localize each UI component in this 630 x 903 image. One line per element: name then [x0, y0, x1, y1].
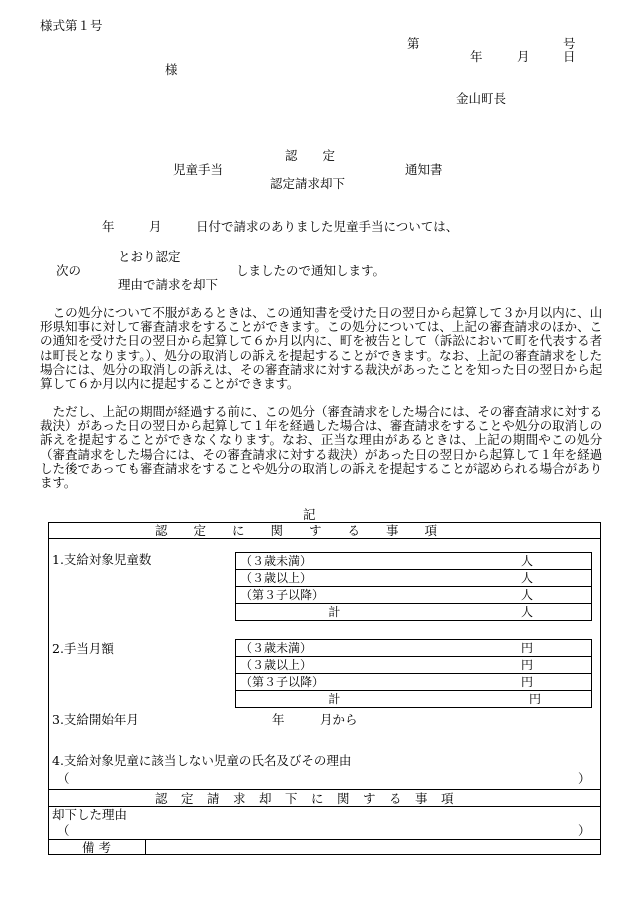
intro-option-kyakka: 理由で請求を却下	[118, 277, 219, 292]
intro-month: 月	[149, 219, 162, 234]
divider	[145, 839, 146, 855]
notice-paragraph-2: ただし、上記の期間が経過する前に、この処分（審査請求をした場合には、その審査請求に対する裁決）があった日の翌日から起算して１年を経過した場合は、審査請求をすることや処分の取消しの訴えを提起することができなくなります。なお、正当な理由があるときは、上記の期間やこの処分（審査請求をした場合には、その審査請求に対する裁決）があった日の翌日から起算して１年を経過した後であっても審査請求をすることや処分の取消しの訴えを提起することが認められる場合があります。	[40, 404, 602, 491]
table-row	[236, 674, 592, 691]
amount-third-label: （第３子以降）	[236, 674, 433, 691]
amount-total-unit: 円	[433, 691, 592, 708]
intro-tsugi: 次の	[56, 263, 82, 278]
amount-over3-unit: 円	[433, 657, 592, 674]
divider	[48, 839, 601, 840]
divider	[48, 538, 601, 539]
children-over3-unit: 人	[433, 570, 592, 587]
biko-label: 備考	[82, 840, 116, 855]
start-month-unit: 月から	[320, 712, 358, 727]
intro-year: 年	[102, 219, 115, 234]
item-monthly-amount-label: 2.手当月額	[52, 641, 114, 656]
intro-option-nintei: とおり認定	[118, 249, 181, 264]
divider	[48, 789, 601, 790]
item-start-month-label: 3.支給開始年月	[52, 712, 139, 727]
table-row	[236, 640, 592, 657]
title-left: 児童手当	[173, 162, 224, 177]
intro-tail: しましたので通知します。	[236, 263, 386, 278]
children-third-label: （第３子以降）	[236, 587, 433, 604]
kyakka-open-paren: （	[57, 823, 70, 838]
amount-total-label: 計	[236, 691, 433, 708]
title-nintei: 認 定	[285, 148, 336, 163]
children-under3-unit: 人	[433, 553, 592, 570]
issuer-name: 金山町長	[456, 91, 507, 106]
kyakka-close-paren: ）	[578, 823, 591, 838]
amount-under3-label: （３歳未満）	[236, 640, 433, 657]
document-number-suffix: 号	[563, 36, 576, 51]
ki-marker: 記	[303, 507, 316, 522]
section-kyakka-header: 認定請求却下に関する事項	[155, 791, 468, 806]
item-children-count-label: 1.支給対象児童数	[52, 552, 152, 567]
date-day: 日	[563, 49, 576, 64]
intro-text: 日付で請求のありました児童手当については、	[196, 219, 459, 234]
table-row	[236, 657, 592, 674]
date-month: 月	[517, 49, 530, 64]
table-row	[236, 604, 592, 621]
table-row	[236, 691, 592, 708]
addressee-honorific: 様	[165, 62, 178, 77]
amount-over3-label: （３歳以上）	[236, 657, 433, 674]
kyakka-reason-label: 却下した理由	[52, 807, 128, 822]
section-nintei-header: 認定に関する事項	[155, 523, 464, 538]
document-number-prefix: 第	[407, 36, 420, 51]
children-count-table	[235, 552, 592, 621]
children-third-unit: 人	[433, 587, 592, 604]
form-number: 様式第１号	[40, 18, 103, 33]
table-row	[236, 570, 592, 587]
notice-paragraph-1: この処分について不服があるときは、この通知書を受けた日の翌日から起算して３か月以内に、山形県知事に対して審査請求をすることができます。この処分については、上記の審査請求のほか、この通知を受けた日の翌日から起算して６か月以内に、町を被告として（訴訟において町を代表する者は町長となります。）、処分の取消しの訴えを提起することができます。なお、上記の審査請求をした場合には、処分の取消しの訴えは、その審査請求に対する裁決があったことを知った日の翌日から起算して６か月以内に提起することができます。	[40, 305, 602, 392]
ineligible-close-paren: ）	[578, 771, 591, 786]
children-total-label: 計	[236, 604, 433, 621]
item-ineligible-label: 4.支給対象児童に該当しない児童の氏名及びその理由	[52, 753, 352, 768]
children-total-unit: 人	[433, 604, 592, 621]
amount-third-unit: 円	[433, 674, 592, 691]
children-under3-label: （３歳未満）	[236, 553, 433, 570]
title-kyakka: 認定請求却下	[270, 176, 346, 191]
ineligible-open-paren: （	[57, 771, 70, 786]
children-over3-label: （３歳以上）	[236, 570, 433, 587]
title-right: 通知書	[405, 162, 443, 177]
start-year-unit: 年	[272, 712, 285, 727]
date-year: 年	[470, 49, 483, 64]
amount-under3-unit: 円	[433, 640, 592, 657]
table-row	[236, 553, 592, 570]
monthly-amount-table	[235, 639, 592, 708]
table-row	[236, 587, 592, 604]
divider	[48, 806, 601, 807]
